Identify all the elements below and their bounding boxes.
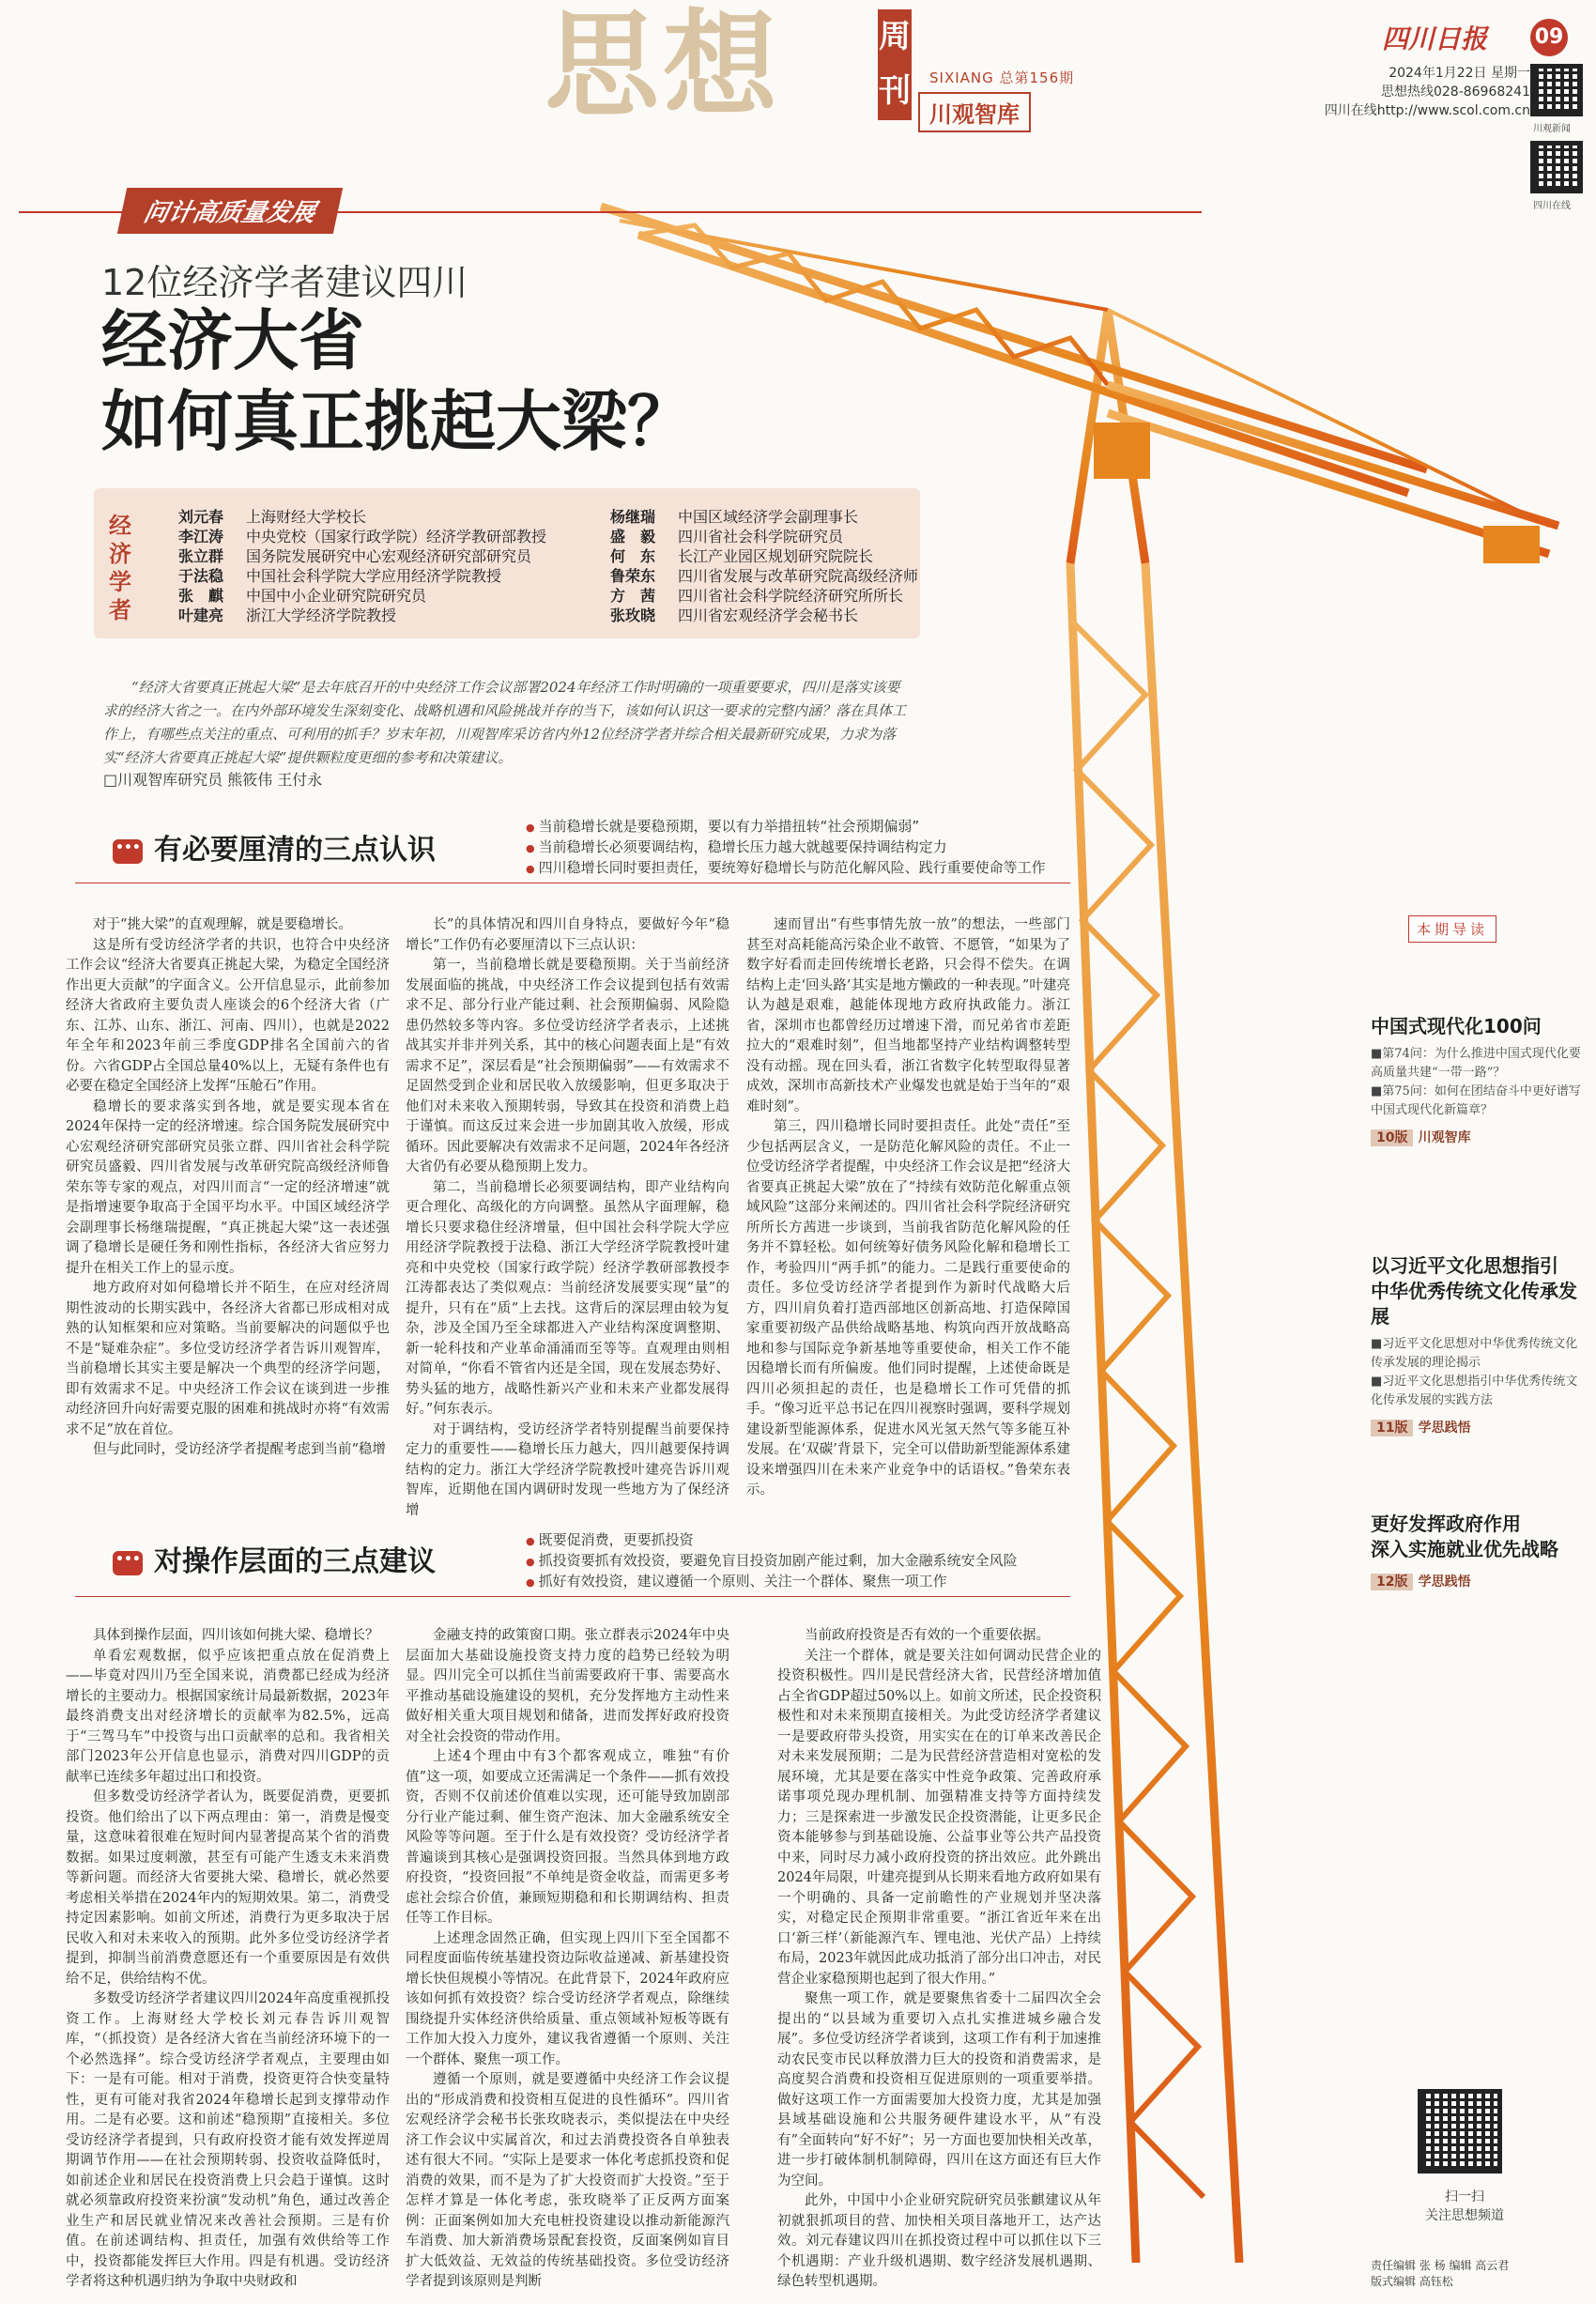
qr-code-icon[interactable]: [1418, 2089, 1502, 2173]
section-tag: 问计高质量发展: [117, 188, 343, 234]
section1-title: 有必要厘清的三点认识: [154, 834, 436, 867]
qr-code-icon[interactable]: [1530, 64, 1583, 116]
article-title: [101, 300, 693, 462]
section1-col1: [66, 915, 390, 1461]
paragraph: 长”的具体情况和四川自身特点，要做好今年“稳增长”工作仍有必要厘清以下三点认识：: [406, 917, 729, 953]
bullet-item: ● 抓好有效投资，建议遵循一个原则、关注一个群体、聚焦一项工作: [526, 1572, 1018, 1592]
paragraph: 地方政府对如何稳增长并不陌生，在应对经济周期性波动的长期实践中，各经济大省都已形成相对成熟的认知框架和应对策略。当前要解决的问题似乎也不是“疑难杂症”。多位受访经济学者告诉川观智库，当前稳增长其实主要是解决一个典型的经济学问题，即有效需求不足。中央经济工作会议在谈到进一步推动经济回升向好需要克服的困难和挑战时亦将“有效需求不足”放在首位。: [66, 1281, 390, 1437]
scan-label: [1408, 2188, 1521, 2225]
paragraph: 具体到操作层面，四川该如何挑大梁、稳增长？: [93, 1628, 379, 1643]
paragraph: 这是所有受访经济学者的共识，也符合中央经济工作会议“经济大省要真正挑起大梁，为稳定全国经济作出更大贡献”的字面含义。公开信息显示，此前参加经济大省政府主要负责人座谈会的6个经济大省（广东、江苏、山东、浙江、河南、四川），也就是2022年全年和2023年前三季度GDP排名全国前六的省份。六省GDP占全国总量40%以上，无疑有条件也有必要在稳定全国经济上发挥“压舱石”作用。: [66, 937, 390, 1094]
paragraph: 但多数受访经济学者认为，既要促消费，更要抓投资。他们给出了以下两点理由：第一，消费是慢变量，这意味着很难在短时间内显著提高某个省的消费数据。如果过度刺激，甚至有可能产生透支未来消费等新问题。而经济大省要挑大梁、稳增长，就必然要考虑相关举措在2024年内的短期效果。第二，消费受持定因素影响。如前文所述，消费行为更多取决于居民收入和对未来收入的预期。此外多位受访经济学者提到，抑制当前消费意愿还有一个重要原因是有效供给不足，供给结构不优。: [66, 1789, 390, 1987]
sidebar-item: ■习近平文化思想对中华优秀传统文化传承发展的理论揭示: [1371, 1337, 1578, 1370]
paragraph: 此外，中国中小企业研究院研究员张麒建议从年初就狠抓项目的营、加快相关项目落地开工，达产达效。刘元春建议四川在抓投资过程中可以抓住以下三个机遇期：产业升级机遇期、数字经济发展机遇期、绿色转型机遇期。: [777, 2193, 1101, 2289]
paragraph: 上述4个理由中有3个都客观成立，唯独“有价值”这一项，如要成立还需满足一个条件——抓有效投资，否则不仅前述价值难以实现，还可能导致加剧部分行业产能过剩、催生资产泡沫、加大金融系统安全风险等等问题。至于什么是有效投资？受访经济学者普遍谈到其核心是强调投资回报。当然具体到地方政府投资，“投资回报”不单纯是资金收益，而需更多考虑社会综合价值，兼顾短期稳和和长期调结构、担责任等工作目标。: [406, 1749, 729, 1926]
paragraph: 遵循一个原则，就是要遵循中央经济工作会议提出的“形成消费和投资相互促进的良性循环”。四川省宏观经济学会秘书长张玫晓表示，类似提法在中央经济工作会议中实属首次，和过去消费投资各自单独表述有很大不同。“实际上是要求一体化考虑抓投资和促消费的效果，而不是为了扩大投资而扩大投资。”至于怎样才算是一体化考虑，张玫晓举了正反两方面案例：正面案例如加大充电桩投资建设以推动新能源汽车消费、加大新消费场景配套投资，反面案例如盲目扩大低效益、无效益的传统基础投资。多位受访经济学者提到该原则是判断: [406, 2072, 729, 2289]
economist-row: 张 麒 中国中小企业研究院研究员: [178, 587, 427, 605]
paragraph: 当前政府投资是否有效的一个重要依据。: [805, 1628, 1050, 1643]
speech-bubble-icon: [113, 839, 143, 864]
economists-label: 经济学者: [109, 513, 131, 623]
paragraph: 对于“挑大梁”的直观理解，就是要稳增长。: [93, 917, 352, 932]
credit-line: 版式编辑 高钰松: [1371, 2275, 1453, 2288]
sidebar-title: 深入实施就业优先战略: [1371, 1538, 1558, 1560]
page-label: 学思践悟: [1418, 1421, 1471, 1436]
paragraph: 稳增长的要求落实到各地，就是要实现本省在2024年保持一定的经济增速。综合国务院发展研究中心宏观经济研究部研究员张立群、四川省社会科学院研究员盛毅、四川省发展与改革研究院高级经济师鲁荣东等专家的观点，对四川而言“一定的经济增速”就是指增速要争取高于全国平均水平。中国区域经济学会副理事长杨继瑞提醒，“真正挑起大梁”这一表述强调了稳增长是硬任务和刚性指标，各经济大省应努力提升在相关工作上的显示度。: [66, 1098, 390, 1276]
qr-caption: 川观新闻: [1533, 124, 1571, 134]
bullet-item: ● 四川稳增长同时要担责任，要统筹好稳增长与防范化解风险、践行重要使命等工作: [526, 858, 1046, 879]
economist-row: 李江涛 中央党校（国家行政学院）经济学教研部教授: [178, 528, 547, 545]
article-subtitle: 12位经济学者建议四川: [101, 262, 468, 303]
bullet-item: ● 当前稳增长就是要稳预期，要以有力举措扭转“社会预期偏弱”: [526, 817, 1046, 837]
page-badge: 10版: [1371, 1129, 1413, 1146]
masthead-title: 思想: [545, 0, 781, 132]
section1-col2: [406, 915, 729, 1521]
sidebar-block[interactable]: [1371, 1512, 1587, 1590]
sidebar-title: 中国式现代化100问: [1371, 1015, 1542, 1037]
paragraph: 第三，四川稳增长同时要担责任。此处“责任”至少包括两层含义，一是防范化解风险的责任。不止一位受访经济学者提醒，中央经济工作会议是把“经济大省要真正挑起大梁”放在了“持续有效防范化解重点领域风险”这部分来阐述的。四川省社会科学院经济研究所所长方茜进一步谈到，当前我省防范化解风险的任务并不算轻松。如何统筹好债务风险化解和稳增长工作，考验四川“两手抓”的能力。二是践行重要使命的责任。多位受访经济学者提到作为新时代战略大后方，四川肩负着打造西部地区创新高地、打造保障国家重要初级产品供给战略基地、构筑向西开放战略高地和参与国际竞争新基地等重要使命，相关工作不能因稳增长而有所偏废。他们同时提醒，上述使命既是四川必须担起的责任，也是稳增长工作可凭借的抓手。“像习近平总书记在四川视察时强调，要科学规划建设新型能源体系，促进水风光氢天然气等多能互补发展。在‘双碳’背景下，完全可以借助新型能源体系建设来增强四川在未来产业竞争中的话语权。”鲁荣东表示。: [746, 1119, 1070, 1498]
paper-logo: 四川日报: [1382, 23, 1488, 54]
page-number: 09: [1530, 19, 1568, 56]
qr-code-icon[interactable]: [1530, 141, 1583, 193]
section1-heading: [113, 826, 436, 868]
economist-row: 叶建亮 浙江大学经济学院教授: [178, 607, 397, 624]
bullet-item: ● 当前稳增长必须要调结构，稳增长压力越大就越要保持调结构定力: [526, 837, 1046, 858]
paragraph: 多数受访经济学者建议四川2024年高度重视抓投资工作。上海财经大学校长刘元春告诉川观智库，“（抓投资）是各经济大省在当前经济环境下的一个必然选择”。综合受访经济学者观点，主要理由如下：一是有可能。相对于消费，投资更符合快变量特性，更有可能对我省2024年稳增长起到支撑带动作用。二是有必要。这和前述“稳预期”直接相关。多位受访经济学者提到，只有政府投资才能有效发挥逆周期调节作用——在社会预期转弱、投资收益降低时，如前述企业和居民在投资消费上只会趋于谨慎。这时就必须靠政府投资来扮演“发动机”角色，通过改善企业生产和居民就业情况来改善社会预期。三是有价值。在前述调结构、担责任，加强有效供给等工作中，投资都能发挥巨大作用。四是有机遇。受访经济学者将这种机遇归纳为争取中央财政和: [66, 1991, 390, 2289]
paragraph: 第一，当前稳增长就是要稳预期。关于当前经济发展面临的挑战，中央经济工作会议提到包括有效需求不足、部分行业产能过剩、社会预期偏弱、风险隐患仍然较多等内容。多位受访经济学者表示，上述挑战其实并非并列关系，其中的核心问题表面上是“有效需求不足”，深层看是“社会预期偏弱”——有效需求不足固然受到企业和居民收入放缓影响，但更多取决于他们对未来收入预期转弱，导致其在投资和消费上趋于谨慎。而这反过来会进一步加剧其收入放缓，形成循环。因此要解决有效需求不足问题，2024年各经济大省仍有必要从稳预期上发力。: [406, 958, 729, 1175]
title-line: 经济大省: [101, 301, 364, 379]
column-name: 川观智库: [918, 92, 1031, 132]
economist-row: 鲁荣东 四川省发展与改革研究院高级经济师: [610, 567, 919, 585]
week-char: 刊: [879, 72, 911, 110]
paragraph: 金融支持的政策窗口期。张立群表示2024年中央层面加大基础设施投资支持力度的趋势已经较为明显。四川完全可以抓住当前需要政府干事、需要高水平推动基础设施建设的契机，充分发挥地方主动性来做好相关重大项目规划和储备，进而发挥好政府投资对全社会投资的带动作用。: [406, 1628, 729, 1744]
economists-right-list: [610, 507, 918, 625]
speech-bubble-icon: [113, 1551, 143, 1575]
section2-col2: [406, 1626, 729, 2293]
sidebar-title: 更好发挥政府作用: [1371, 1513, 1521, 1535]
paragraph: 但与此同时，受访经济学者提醒考虑到当前“稳增: [93, 1442, 386, 1457]
bullet-item: ● 既要促消费，更要抓投资: [526, 1530, 1018, 1551]
title-line: 如何真正挑起大梁？: [101, 382, 693, 460]
qr-caption: 四川在线: [1533, 201, 1571, 211]
economists-left-list: [178, 507, 546, 625]
sidebar-item: ■习近平文化思想指引中华优秀传统文化传承发展的实践方法: [1371, 1375, 1578, 1407]
section2-col3: [777, 1626, 1101, 2293]
section2-col1: [66, 1626, 390, 2293]
economist-row: 何 东 长江产业园区规划研究院院长: [610, 547, 874, 565]
sidebar-page-ref: [1371, 1572, 1587, 1590]
paragraph: 对于调结构，受访经济学者特别提醒当前要保持定力的重要性——稳增长压力越大，四川越要保持调结构的定力。浙江大学经济学院教授叶建亮告诉川观智库，近期他在国内调研时发现一些地方为了保经济增: [406, 1421, 729, 1518]
paragraph: 聚焦一项工作，就是要聚焦省委十二届四次全会提出的“以县域为重要切入点扎实推进城乡融合发展”。多位受访经济学者谈到，这项工作有利于加速推动农民变市民以释放潜力巨大的投资和消费需求，是高度契合消费和投资相互促进原则的一项重要举措。做好这项工作一方面需要加大投资力度，尤其是加强县域基础设施和公共服务硬件建设水平，从“有没有”全面转向“好不好”；另一方面也要加快相关改革，进一步打破体制机制障碍，四川在这方面还有巨大作为空间。: [777, 1991, 1101, 2189]
sidebar-title: 以习近平文化思想指引: [1371, 1254, 1558, 1277]
sidebar-block[interactable]: [1371, 1014, 1587, 1146]
section2-title: 对操作层面的三点建议: [154, 1545, 436, 1578]
page-label: 学思践悟: [1418, 1574, 1471, 1590]
paragraph: 速而冒出“有些事情先放一放”的想法，一些部门甚至对高耗能高污染企业不敢管、不愿管，“如果为了数字好看而走回传统增长老路，只会得不偿失。在调结构上走‘回头路’其实是地方懒政的一种表现。”叶建亮认为越是艰难，越能体现地方政府执政能力。浙江省，深圳市也都曾经历过增速下滑，而兄弟省市差距拉大的“艰难时刻”，但当地都坚持产业结构调整转型没有动摇。现在回头看，浙江省数字化转型取得显著成效，深圳市高新技术产业爆发也就是始于当年的“艰难时刻”。: [746, 917, 1070, 1114]
section2-rule: [75, 1596, 1070, 1597]
paragraph: 单看宏观数据，似乎应该把重点放在促消费上——毕竟对四川乃至全国来说，消费都已经成为经济增长的主要动力。根据国家统计局最新数据，2023年最终消费支出对经济增长的贡献率为82.5%，远高于“三驾马车”中投资与出口贡献率的总和。我省相关部门2023年公开信息也显示，消费对四川GDP的贡献率已连续多年超过出口和投资。: [66, 1648, 390, 1785]
sidebar-page-ref: [1371, 1418, 1587, 1436]
date-line: 2024年1月22日 星期一: [1389, 66, 1530, 81]
page-badge: 12版: [1371, 1574, 1413, 1590]
sidebar-item: ■第74问：为什么推进中国式现代化要高质量共建“一带一路”？: [1371, 1047, 1581, 1080]
economist-row: 于法稳 中国社会科学院大学应用经济学院教授: [178, 567, 502, 585]
scan-text: 关注思想频道: [1425, 2208, 1504, 2223]
masthead-subtitle: SIXIANG 总第156期: [929, 69, 1075, 86]
page-badge: 11版: [1371, 1420, 1413, 1436]
section2-bullets: [526, 1530, 1018, 1592]
sidebar-block[interactable]: [1371, 1253, 1587, 1436]
section2-heading: [113, 1538, 436, 1579]
hotline: 思想热线028-86968241: [1380, 84, 1530, 100]
paragraph: 关注一个群体，就是要关注如何调动民营企业的投资积极性。四川是民营经济大省，民营经济增加值占全省GDP超过50%以上。如前文所述，民企投资积极性和对未来预期直接相关。为此受访经济学者建议一是要政府带头投资，用实实在在的订单来改善民企对未来发展预期；二是为民营经济营造相对宽松的发展环境，尤其是要在落实中性竞争政策、完善政府承诺事项兑现办理机制、加强精准支持等方面持续发力；三是探索进一步激发民企投资潜能，让更多民企资本能够参与到基础设施、公益事业等公共产品投资中来，同时尽力减小政府投资的挤出效应。此外跳出2024年局限，叶建亮提到从长期来看地方政府如果有一个明确的、具备一定前瞻性的产业规划并坚决落实，对稳定民企预期非常重要。“浙江省近年来在出口‘新三样’（新能源汽车、锂电池、光伏产品）上持续布局，2023年就因此成功抵消了部分出口冲击，对民营企业家稳预期也起到了很大作用。”: [777, 1648, 1101, 1987]
sidebar-title: 中华优秀传统文化传承发展: [1371, 1280, 1577, 1328]
guide-tag: 本期导读: [1408, 915, 1496, 943]
sidebar-item: ■第75问：如何在团结奋斗中更好谱写中国式现代化新篇章？: [1371, 1084, 1581, 1117]
page-label: 川观智库: [1418, 1130, 1471, 1145]
scan-text: 扫一扫: [1445, 2189, 1484, 2204]
sidebar-page-ref: [1371, 1128, 1587, 1146]
economist-row: 盛 毅 四川省社会科学院研究员: [610, 528, 844, 545]
bullet-item: ● 抓投资要抓有效投资，要避免盲目投资加剧产能过剩，加大金融系统安全风险: [526, 1551, 1018, 1572]
paragraph: 第二，当前稳增长必须要调结构，即产业结构向更合理化、高级化的方向调整。虽然从字面理解，稳增长只要求稳住经济增量，但中国社会科学院大学应用经济学院教授于法稳、浙江大学经济学院教授叶建亮和中央党校（国家行政学院）经济学教研部教授李江涛都表达了类似观点：当前经济发展要实现“量”的提升，只有在“质”上去找。这背后的深层理由较为复杂，涉及全国乃至全球都进入产业结构深度调整期、新一轮科技和产业革命涌涌而至等等。直观理由则相对简单，“你看不管省内还是全国，现在发展态势好、势头猛的地方，战略性新兴产业和未来产业都发展得好。”何东表示。: [406, 1179, 729, 1417]
byline: □川观智库研究员 熊筱伟 王付永: [103, 771, 323, 789]
economist-row: 刘元春 上海财经大学校长: [178, 508, 367, 526]
economist-row: 张立群 国务院发展研究中心宏观经济研究部研究员: [178, 547, 532, 565]
date-info: [1324, 64, 1530, 120]
masthead-week-badge: [878, 9, 912, 120]
economist-row: 张玫晓 四川省宏观经济学会秘书长: [610, 607, 859, 624]
website: 四川在线http://www.scol.com.cn: [1324, 103, 1530, 118]
editor-credits: [1371, 2258, 1509, 2290]
credit-line: 责任编辑 张 杨 编辑 高云君: [1371, 2259, 1510, 2272]
economist-row: 杨继瑞 中国区域经济学会副理事长: [610, 508, 859, 526]
week-char: 周: [879, 18, 911, 55]
article-intro: “经济大省要真正挑起大梁”是去年底召开的中央经济工作会议部署2024年经济工作时明确的一项重要要求，四川是落实该要求的经济大省之一。在内外部环境发生深刻变化、战略机遇和风险挑战并存的当下，该如何认识这一要求的完整内涵？落在具体工作上，有哪些点关注的重点、可利用的抓手？岁末年初，川观智库采访省内外12位经济学者并综合相关最新研究成果，力求为落实“经济大省要真正挑起大梁”提供颗粒度更细的参考和决策建议。: [103, 679, 907, 766]
section1-col3: [746, 915, 1070, 1501]
section1-bullets: [526, 817, 1046, 879]
economist-row: 方 茜 四川省社会科学院经济研究所所长: [610, 587, 904, 605]
paragraph: 上述理念固然正确，但实现上四川下至全国都不同程度面临传统基建投资边际收益递减、新基建投资增长快但规模小等情况。在此背景下，2024年政府应该如何抓有效投资？综合受访经济学者观点，除继续围绕提升实体经济供给质量、重点领域补短板等既有工作加大投入力度外，建议我省遵循一个原则、关注一个群体、聚焦一项工作。: [406, 1930, 729, 2067]
